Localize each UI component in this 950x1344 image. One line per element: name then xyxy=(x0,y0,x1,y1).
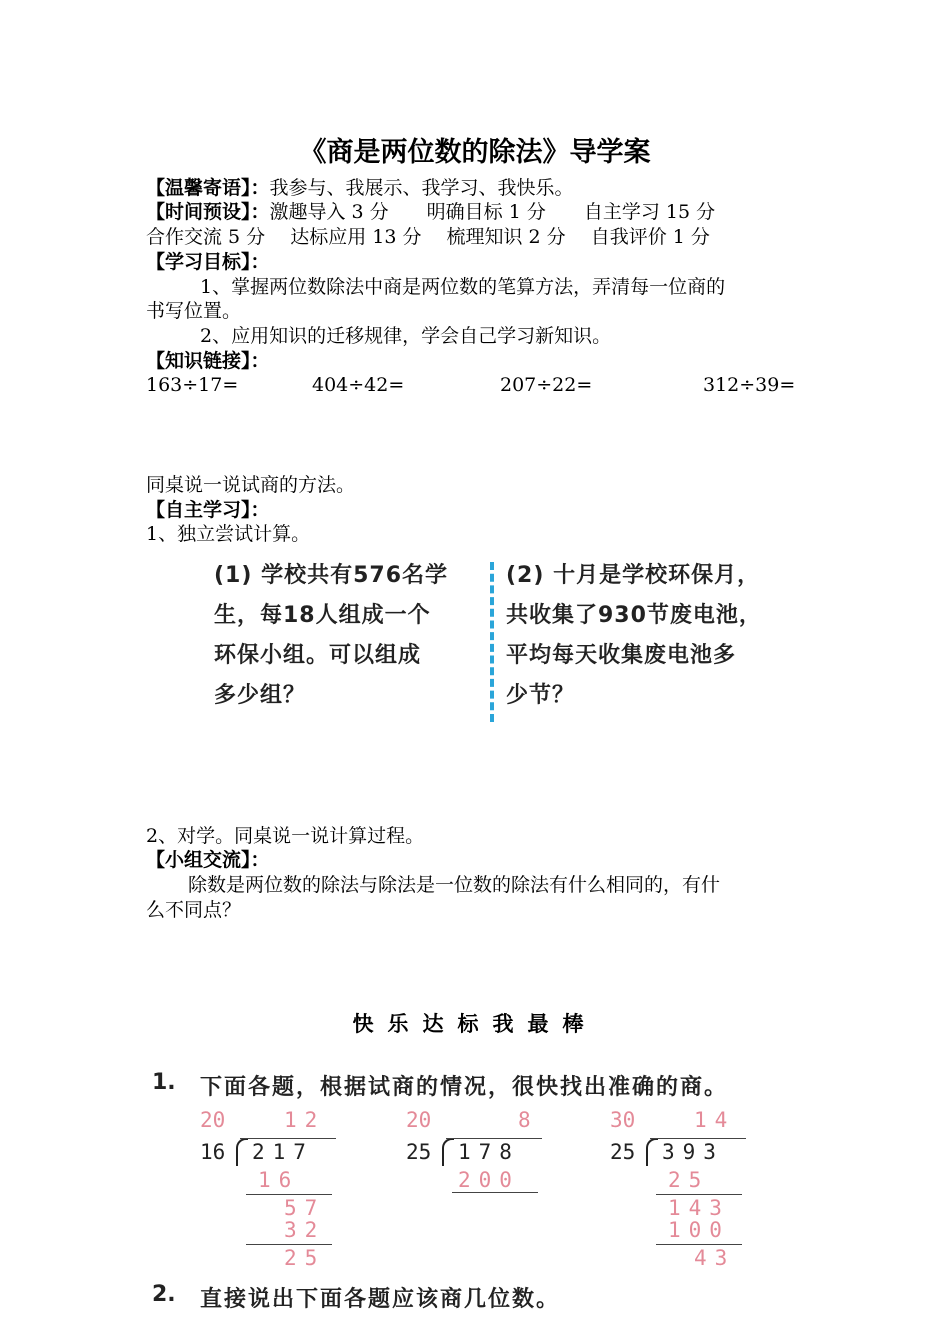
problem-1-line: 多少组？ xyxy=(214,683,307,708)
discuss-text: 同桌说一说试商的方法。 xyxy=(146,474,356,496)
time-label: 【时间预设】： xyxy=(146,201,270,223)
section-2-title: 快乐达标我最棒 xyxy=(352,1011,598,1036)
problem-box xyxy=(206,556,796,721)
problem-1 xyxy=(214,556,474,716)
calc-1: 163÷17= xyxy=(146,374,239,396)
group-question-2: 么不同点？ xyxy=(146,899,242,921)
problem-2-line: (2) 十月是学校环保月， xyxy=(506,563,761,588)
step-value: 143 xyxy=(668,1196,730,1220)
dashed-divider xyxy=(490,562,494,722)
step-value: 16 xyxy=(258,1168,300,1192)
step-value: 25 xyxy=(668,1168,710,1192)
problem-1-line: 生，每18人组成一个 xyxy=(214,603,431,628)
time-line-2: 合作交流 5 分 达标应用 13 分 梳理知识 2 分 自我评价 1 分 xyxy=(146,226,710,248)
trial-quotient: 20 xyxy=(406,1108,432,1132)
greeting-label: 【温馨寄语】： xyxy=(146,177,270,199)
step-line xyxy=(452,1192,538,1193)
division-bracket xyxy=(236,1138,248,1166)
group-label: 【小组交流】： xyxy=(146,849,270,871)
links-label: 【知识链接】： xyxy=(146,350,270,372)
question-2-text: 直接说出下面各题应该商几位数。 xyxy=(200,1287,561,1312)
division-bar xyxy=(240,1138,336,1139)
dividend: 178 xyxy=(458,1140,520,1164)
division-bracket xyxy=(646,1138,658,1166)
calc-3: 207÷22= xyxy=(500,374,593,396)
division-bar xyxy=(446,1138,542,1139)
step-line xyxy=(246,1244,332,1245)
problem-2 xyxy=(506,556,806,716)
quotient: 14 xyxy=(694,1108,736,1132)
step-value: 57 xyxy=(284,1196,326,1220)
problem-2-line: 少节？ xyxy=(506,683,576,708)
question-1-text: 下面各题，根据试商的情况，很快找出准确的商。 xyxy=(200,1075,729,1100)
step-value: 32 xyxy=(284,1218,326,1242)
pair-text: 2、对学。同桌说一说计算过程。 xyxy=(146,825,425,847)
dividend: 217 xyxy=(252,1140,314,1164)
step-value: 43 xyxy=(694,1246,736,1270)
question-2-number: 2. xyxy=(152,1282,176,1307)
step-line xyxy=(656,1244,742,1245)
quotient: 8 xyxy=(518,1108,531,1132)
step-line xyxy=(246,1194,332,1195)
trial-quotient: 20 xyxy=(200,1108,226,1132)
dividend: 393 xyxy=(662,1140,724,1164)
division-bar xyxy=(650,1138,746,1139)
problem-1-line: 环保小组。可以组成 xyxy=(214,643,422,668)
goal-2: 2、应用知识的迁移规律，学会自己学习新知识。 xyxy=(200,325,612,347)
problem-1-line: (1) 学校共有576名学 xyxy=(214,563,448,588)
goal-1b: 书写位置。 xyxy=(146,300,242,322)
time-line-1 xyxy=(146,200,715,225)
quotient: 12 xyxy=(284,1108,326,1132)
step-line xyxy=(656,1194,742,1195)
trial-quotient: 30 xyxy=(610,1108,636,1132)
divisor: 25 xyxy=(610,1140,636,1164)
self-item-1: 1、独立尝试计算。 xyxy=(146,523,311,545)
self-label: 【自主学习】： xyxy=(146,499,270,521)
goal-1a: 1、掌握两位数除法中商是两位数的笔算方法，弄清每一位商的 xyxy=(200,276,726,298)
divisor: 16 xyxy=(200,1140,226,1164)
step-value: 100 xyxy=(668,1218,730,1242)
page-title: 《商是两位数的除法》导学案 xyxy=(299,137,651,168)
step-value: 200 xyxy=(458,1168,520,1192)
goals-label: 【学习目标】： xyxy=(146,251,270,273)
divisor: 25 xyxy=(406,1140,432,1164)
problem-2-line: 平均每天收集废电池多 xyxy=(506,643,737,668)
calc-2: 404÷42= xyxy=(312,374,405,396)
time-text-1: 激趣导入 3 分 明确目标 1 分 自主学习 15 分 xyxy=(269,201,716,223)
greeting-line xyxy=(146,176,574,201)
calc-4: 312÷39= xyxy=(703,374,796,396)
problem-2-line: 共收集了930节废电池， xyxy=(506,603,762,628)
question-1-number: 1. xyxy=(152,1070,176,1095)
division-bracket xyxy=(442,1138,454,1166)
group-question-1: 除数是两位数的除法与除法是一位数的除法有什么相同的，有什 xyxy=(188,874,721,896)
greeting-text: 我参与、我展示、我学习、我快乐。 xyxy=(269,177,574,199)
step-value: 25 xyxy=(284,1246,326,1270)
